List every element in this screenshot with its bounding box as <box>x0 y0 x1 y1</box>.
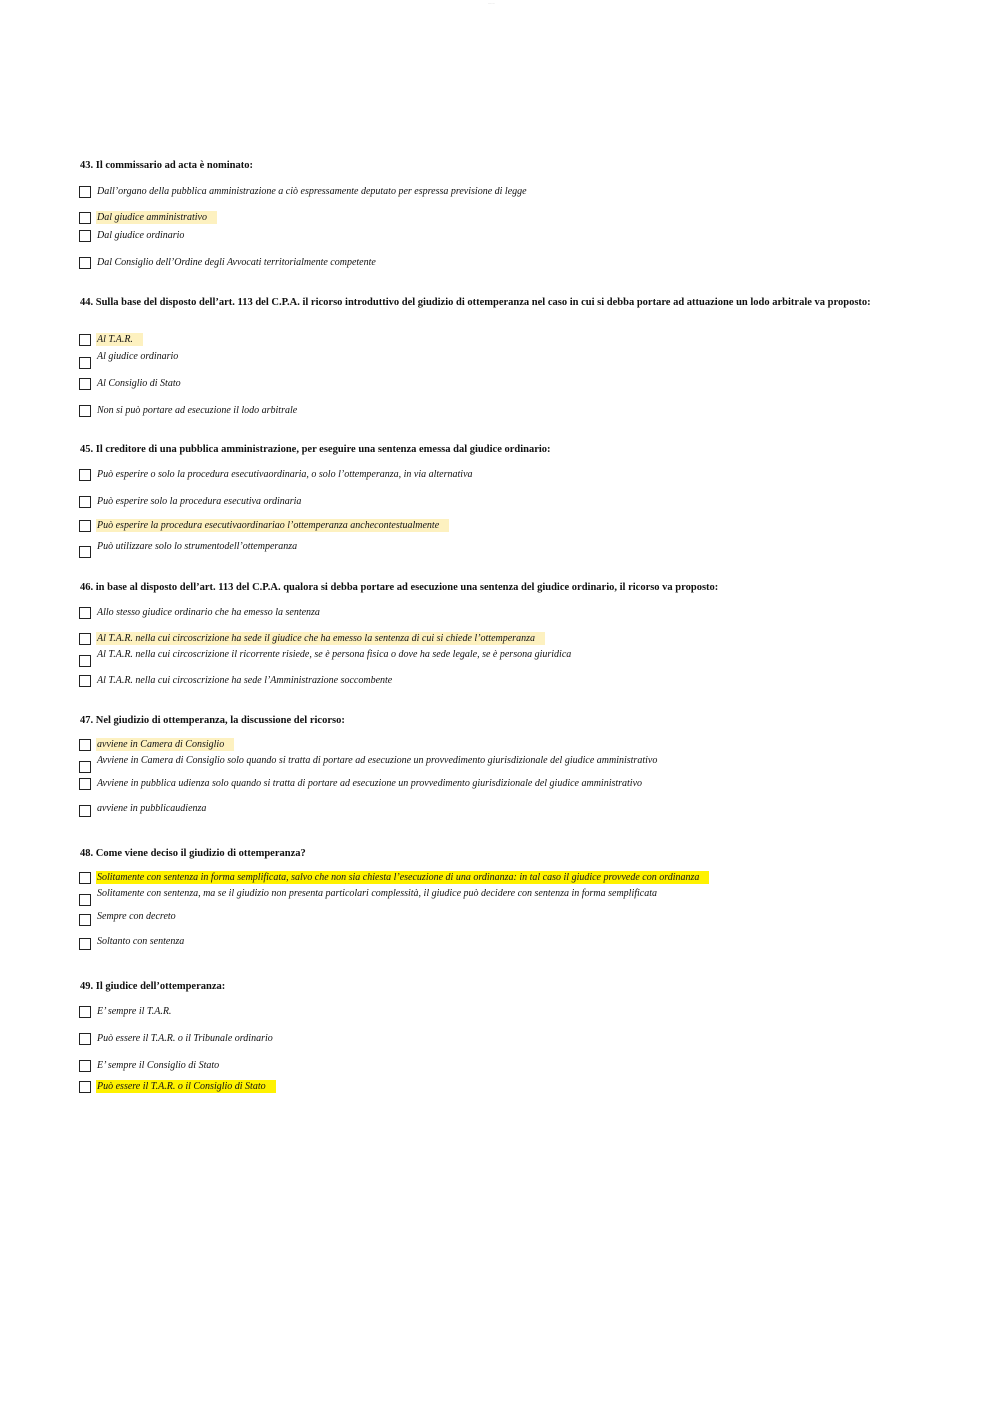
checkbox[interactable] <box>79 357 91 369</box>
checkbox[interactable] <box>79 805 91 817</box>
checkbox[interactable] <box>79 914 91 926</box>
answer-text: E’ sempre il Consiglio di Stato <box>97 1060 220 1071</box>
checkbox[interactable] <box>79 778 91 790</box>
checkbox[interactable] <box>79 496 91 508</box>
answer-text: Solitamente con sentenza in forma semplificata, salvo che non sia chiesta l’esecuzione di una ordinanza: in tal caso il giudice provvede con ordinanza <box>96 871 709 884</box>
answer-text: Sempre con decreto <box>97 911 176 922</box>
checkbox[interactable] <box>79 1033 91 1045</box>
answer-text: Allo stesso giudice ordinario che ha emesso la sentenza <box>97 607 320 618</box>
checkbox[interactable] <box>79 257 91 269</box>
checkbox[interactable] <box>79 212 91 224</box>
answer-text: Al T.A.R. nella cui circoscrizione ha sede il giudice che ha emesso la sentenza di cui si chiede l’ottemperanza <box>96 632 545 645</box>
answer-text: Dall’organo della pubblica amministrazione a ciò espressamente deputato per espressa previsione di legge <box>97 186 527 197</box>
question-47-title: 47. Nel giudizio di ottemperanza, la discussione del ricorso: <box>80 715 345 726</box>
answer-text: Può essere il T.A.R. o il Consiglio di Stato <box>96 1080 276 1093</box>
checkbox[interactable] <box>79 405 91 417</box>
answer-text: Avviene in pubblica udienza solo quando si tratta di portare ad esecuzione un provvedimento giurisdizionale del giudice amministrativo <box>97 778 643 789</box>
checkbox[interactable] <box>79 655 91 667</box>
answer-text: Può esperire la procedura esecutivaordinariao l’ottemperanza anchecontestualmente <box>96 519 449 532</box>
answer-text: Dal giudice amministrativo <box>96 211 217 224</box>
question-48-title: 48. Come viene deciso il giudizio di ottemperanza? <box>80 848 306 859</box>
question-45-title: 45. Il creditore di una pubblica amministrazione, per eseguire una sentenza emessa dal giudice ordinario: <box>80 444 551 455</box>
answer-text: Può utilizzare solo lo strumentodell’ottemperanza <box>97 541 298 552</box>
checkbox[interactable] <box>79 186 91 198</box>
answer-text: Non si può portare ad esecuzione il lodo arbitrale <box>97 405 298 416</box>
answer-text: Al T.A.R. nella cui circoscrizione il ricorrente risiede, se è persona fisica o dove ha sede legale, se è persona giuridica <box>97 649 572 660</box>
answer-text: Dal giudice ordinario <box>97 230 185 241</box>
answer-text: Può esperire o solo la procedura esecutivaordinaria, o solo l’ottemperanza, in via alternativa <box>97 469 473 480</box>
checkbox[interactable] <box>79 378 91 390</box>
checkbox[interactable] <box>79 520 91 532</box>
checkbox[interactable] <box>79 607 91 619</box>
checkbox[interactable] <box>79 739 91 751</box>
answer-text: Avviene in Camera di Consiglio solo quando si tratta di portare ad esecuzione un provvedimento giurisdizionale del giudice amministrativo <box>97 755 658 766</box>
answer-text: Al Consiglio di Stato <box>97 378 181 389</box>
answer-text: Può esperire solo la procedura esecutiva ordinaria <box>97 496 302 507</box>
answer-text: Soltanto con sentenza <box>97 936 185 947</box>
answer-text: E’ sempre il T.A.R. <box>97 1006 172 1017</box>
checkbox[interactable] <box>79 894 91 906</box>
answer-text: Solitamente con sentenza, ma se il giudizio non presenta particolari complessità, il giudice può decidere con sentenza in forma semplificata <box>97 888 658 899</box>
question-46-title: 46. in base al disposto dell’art. 113 del C.P.A. qualora si debba portare ad esecuzione una sentenza del giudice ordinario, il ricorso va proposto: <box>80 582 719 593</box>
question-49-title: 49. Il giudice dell’ottemperanza: <box>80 981 226 992</box>
checkbox[interactable] <box>79 230 91 242</box>
checkbox[interactable] <box>79 633 91 645</box>
page-header-mark: ...... <box>488 0 495 5</box>
checkbox[interactable] <box>79 1006 91 1018</box>
answer-text: avviene in Camera di Consiglio <box>96 738 234 751</box>
checkbox[interactable] <box>79 334 91 346</box>
checkbox[interactable] <box>79 675 91 687</box>
answer-text: Al giudice ordinario <box>97 351 179 362</box>
question-43-title: 43. Il commissario ad acta è nominato: <box>80 160 253 171</box>
answer-text: avviene in pubblicaudienza <box>97 803 207 814</box>
checkbox[interactable] <box>79 546 91 558</box>
checkbox[interactable] <box>79 872 91 884</box>
checkbox[interactable] <box>79 1060 91 1072</box>
answer-text: Al T.A.R. nella cui circoscrizione ha sede l’Amministrazione soccombente <box>97 675 393 686</box>
checkbox[interactable] <box>79 1081 91 1093</box>
answer-text: Al T.A.R. <box>96 333 143 346</box>
checkbox[interactable] <box>79 938 91 950</box>
answer-text: Dal Consiglio dell’Ordine degli Avvocati territorialmente competente <box>97 257 376 268</box>
answer-text: Può essere il T.A.R. o il Tribunale ordinario <box>97 1033 273 1044</box>
question-44-title: 44. Sulla base del disposto dell’art. 113 del C.P.A. il ricorso introduttivo del giudizio di ottemperanza nel caso in cui si debba portare ad attuazione un lodo arbitrale va proposto: <box>80 297 871 308</box>
checkbox[interactable] <box>79 761 91 773</box>
checkbox[interactable] <box>79 469 91 481</box>
